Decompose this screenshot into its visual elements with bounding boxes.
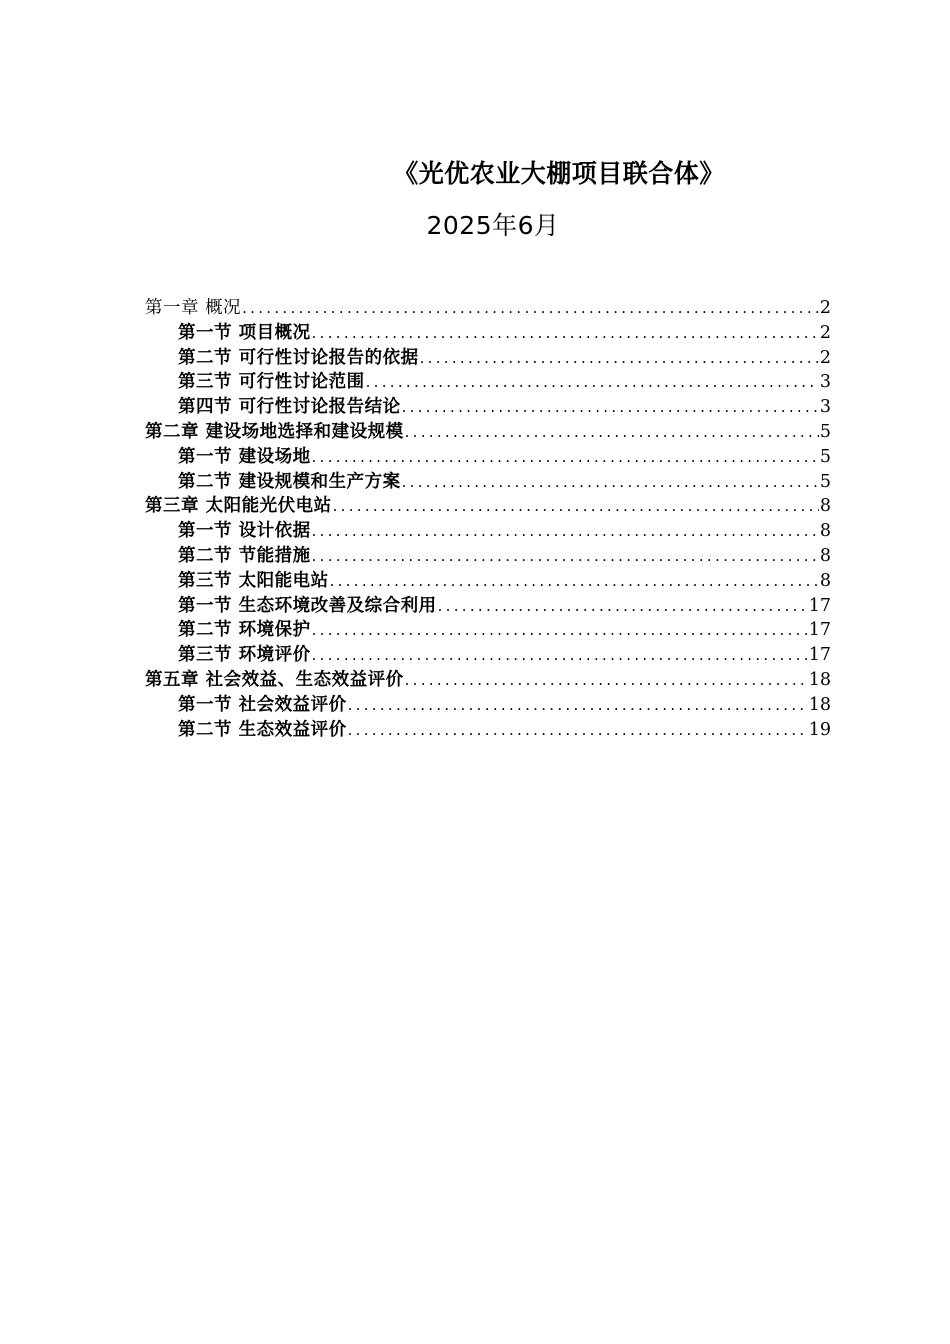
toc-chapter-entry[interactable] — [145, 668, 831, 693]
toc-page-number: 3 — [819, 372, 831, 393]
toc-chapter-entry[interactable] — [145, 494, 831, 519]
toc-page-number: 5 — [819, 471, 831, 492]
toc-dot-leader — [312, 321, 819, 346]
toc-dot-leader — [312, 544, 819, 569]
table-of-contents — [145, 296, 831, 742]
toc-dot-leader — [366, 370, 819, 395]
toc-entry-label: 第四节 可行性讨论报告结论 — [178, 397, 401, 418]
toc-entry-label: 第一节 生态环境改善及综合利用 — [178, 595, 437, 616]
toc-dot-leader — [333, 494, 819, 519]
toc-entry-label: 第三节 可行性讨论范围 — [178, 372, 365, 393]
toc-entry-label: 第一节 社会效益评价 — [178, 694, 347, 715]
toc-dot-leader — [312, 618, 808, 643]
toc-page-number: 8 — [819, 545, 831, 566]
toc-page-number: 17 — [808, 595, 831, 616]
toc-page-number: 17 — [808, 645, 831, 666]
toc-dot-leader — [348, 718, 808, 743]
toc-page-number: 8 — [819, 496, 831, 517]
document-date: 2025年6月 — [426, 211, 560, 240]
toc-entry-label: 第一节 设计依据 — [178, 521, 311, 542]
toc-dot-leader — [405, 668, 808, 693]
toc-page-number: 2 — [819, 298, 831, 318]
toc-dot-leader — [312, 519, 819, 544]
toc-section-entry[interactable] — [145, 395, 831, 420]
toc-entry-label: 第三章 太阳能光伏电站 — [145, 496, 332, 517]
toc-page-number: 5 — [819, 446, 831, 467]
toc-page-number: 17 — [808, 620, 831, 641]
toc-dot-leader — [405, 420, 819, 445]
toc-section-entry[interactable] — [145, 445, 831, 470]
toc-dot-leader — [312, 643, 808, 668]
toc-page-number: 3 — [819, 397, 831, 418]
toc-section-entry[interactable] — [145, 370, 831, 395]
toc-page-number: 2 — [819, 347, 831, 368]
toc-entry-label: 第二节 可行性讨论报告的依据 — [178, 347, 419, 368]
toc-section-entry[interactable] — [145, 718, 831, 743]
toc-section-entry[interactable] — [145, 569, 831, 594]
toc-chapter-entry[interactable] — [145, 420, 831, 445]
toc-page-number: 18 — [808, 669, 831, 690]
toc-page-number: 5 — [819, 421, 831, 442]
toc-section-entry[interactable] — [145, 519, 831, 544]
toc-dot-leader — [312, 445, 819, 470]
toc-entry-label: 第二节 建设规模和生产方案 — [178, 471, 401, 492]
toc-entry-label: 第一章 概况 — [145, 298, 242, 318]
toc-section-entry[interactable] — [145, 594, 831, 619]
toc-entry-label: 第三节 环境评价 — [178, 645, 311, 666]
toc-entry-label: 第五章 社会效益、生态效益评价 — [145, 669, 404, 690]
toc-dot-leader — [438, 594, 808, 619]
toc-entry-label: 第一节 建设场地 — [178, 446, 311, 467]
toc-dot-leader — [402, 470, 819, 495]
toc-dot-leader — [242, 296, 819, 321]
toc-section-entry[interactable] — [145, 693, 831, 718]
toc-entry-label: 第一节 项目概况 — [178, 322, 311, 343]
toc-section-entry[interactable] — [145, 544, 831, 569]
toc-page-number: 8 — [819, 521, 831, 542]
toc-chapter-entry[interactable] — [145, 296, 831, 321]
toc-entry-label: 第二节 环境保护 — [178, 620, 311, 641]
toc-page-number: 8 — [819, 570, 831, 591]
toc-entry-label: 第二章 建设场地选择和建设规模 — [145, 421, 404, 442]
toc-entry-label: 第三节 太阳能电站 — [178, 570, 329, 591]
toc-section-entry[interactable] — [145, 346, 831, 371]
toc-section-entry[interactable] — [145, 618, 831, 643]
toc-dot-leader — [348, 693, 808, 718]
toc-dot-leader — [402, 395, 819, 420]
toc-page-number: 2 — [819, 322, 831, 343]
toc-page-number: 18 — [808, 694, 831, 715]
toc-page-number: 19 — [808, 719, 831, 740]
document-title: 《光优农业大棚项目联合体》 — [393, 159, 725, 188]
toc-dot-leader — [330, 569, 819, 594]
toc-section-entry[interactable] — [145, 643, 831, 668]
toc-entry-label: 第二节 节能措施 — [178, 545, 311, 566]
toc-section-entry[interactable] — [145, 470, 831, 495]
toc-entry-label: 第二节 生态效益评价 — [178, 719, 347, 740]
toc-section-entry[interactable] — [145, 321, 831, 346]
toc-dot-leader — [420, 346, 819, 371]
